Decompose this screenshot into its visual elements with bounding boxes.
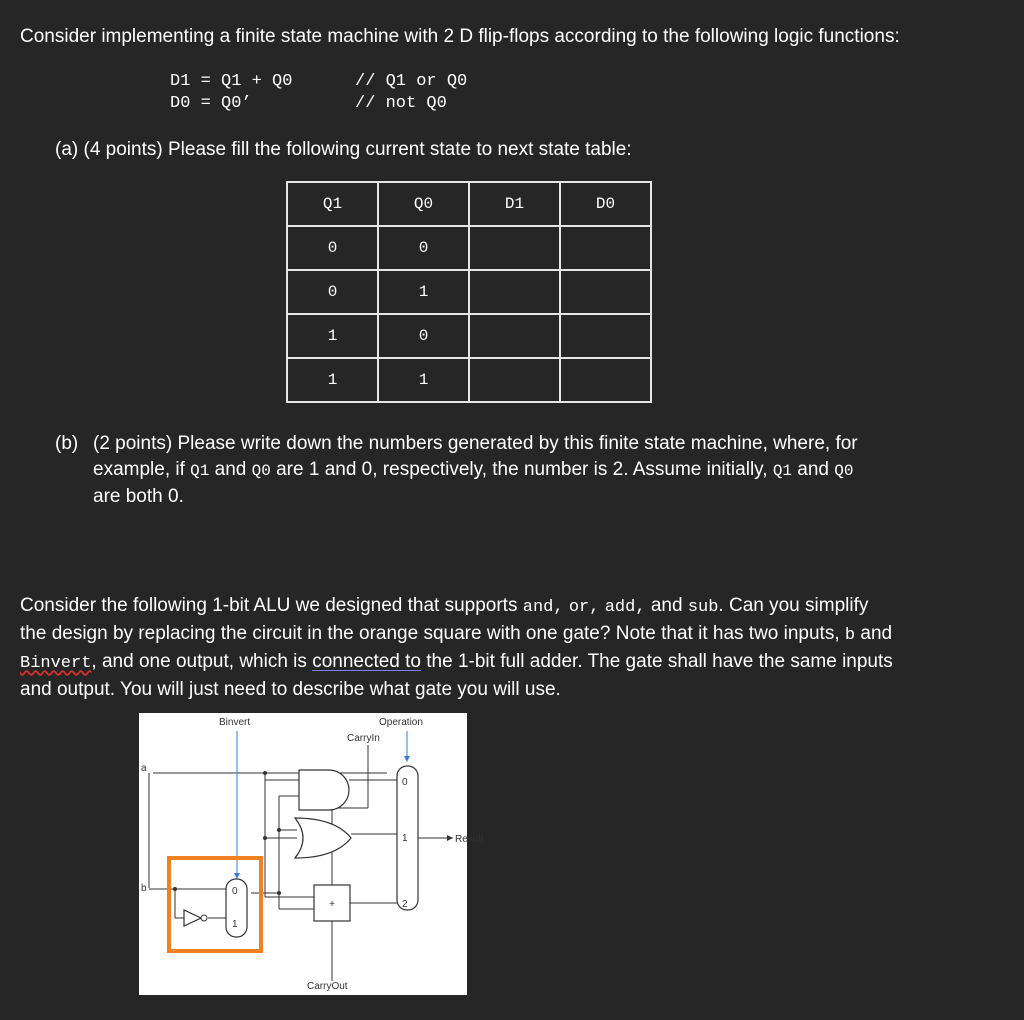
table-row — [287, 358, 651, 402]
cell-q1: 0 — [287, 270, 378, 314]
label-b: b — [141, 883, 147, 894]
cell-d1[interactable] — [469, 358, 560, 402]
label-a: a — [141, 763, 147, 774]
table-row — [287, 314, 651, 358]
cell-q0: 0 — [378, 314, 469, 358]
header-d0: D0 — [560, 182, 651, 226]
cell-q0: 0 — [378, 226, 469, 270]
label-carryout: CarryOut — [307, 981, 348, 992]
cell-d0[interactable] — [560, 358, 651, 402]
alu-question: Consider the following 1-bit ALU we designed that supports and, or, add, and sub. Can you simplify the design by replacing the circuit in the orange square with one gate? Note that it has two inputs, b and Binvert, and one output, which is connected to the 1-bit full adder. The gate shall have the same inputs and output. You will just need to describe what gate you will use. — [20, 595, 893, 700]
cell-d1[interactable] — [469, 270, 560, 314]
part-b-label: (b) — [55, 433, 79, 454]
label-result: Result — [455, 834, 484, 845]
cell-d0[interactable] — [560, 226, 651, 270]
or-gate — [295, 818, 351, 858]
cell-d1[interactable] — [469, 314, 560, 358]
inv-mux-input-0: 0 — [232, 886, 238, 897]
label-carryin: CarryIn — [347, 733, 380, 744]
and-gate — [299, 770, 349, 810]
cell-q0: 1 — [378, 270, 469, 314]
mux-input-0: 0 — [402, 777, 408, 788]
cell-d0[interactable] — [560, 270, 651, 314]
cell-d1[interactable] — [469, 226, 560, 270]
header-q0: Q0 — [378, 182, 469, 226]
part-b-question: (2 points) Please write down the numbers generated by this finite state machine, where, for example, if Q1 and Q0 are 1 and 0, respectively, the number is 2. Assume initially, Q1 and Q0 are both 0. — [93, 433, 858, 507]
inv-mux-input-1: 1 — [232, 919, 238, 930]
mux-input-2: 2 — [402, 899, 408, 910]
alu-circuit — [139, 713, 484, 995]
cell-q1: 1 — [287, 358, 378, 402]
inverter-gate — [184, 910, 201, 926]
adder-plus: + — [329, 899, 335, 910]
header-q1: Q1 — [287, 182, 378, 226]
cell-q1: 0 — [287, 226, 378, 270]
cell-q0: 1 — [378, 358, 469, 402]
alu-diagram — [139, 713, 484, 995]
mux-input-1: 1 — [402, 833, 408, 844]
state-table — [286, 181, 652, 403]
intro-text: Consider implementing a finite state machine with 2 D flip-flops according to the following logic functions: — [20, 26, 900, 47]
state-table-header — [287, 182, 651, 226]
equation-d1-comment: // Q1 or Q0 — [355, 72, 468, 91]
cell-q1: 1 — [287, 314, 378, 358]
table-row — [287, 226, 651, 270]
equation-d1: D1 = Q1 + Q0 — [170, 72, 293, 91]
part-a-question: (a) (4 points) Please fill the following current state to next state table: — [55, 139, 632, 160]
label-binvert: Binvert — [219, 717, 251, 728]
header-d1: D1 — [469, 182, 560, 226]
equation-d0: D0 = Q0’ — [170, 94, 252, 113]
cell-d0[interactable] — [560, 314, 651, 358]
equation-d0-comment: // not Q0 — [355, 94, 447, 113]
table-row — [287, 270, 651, 314]
label-operation: Operation — [379, 717, 423, 728]
